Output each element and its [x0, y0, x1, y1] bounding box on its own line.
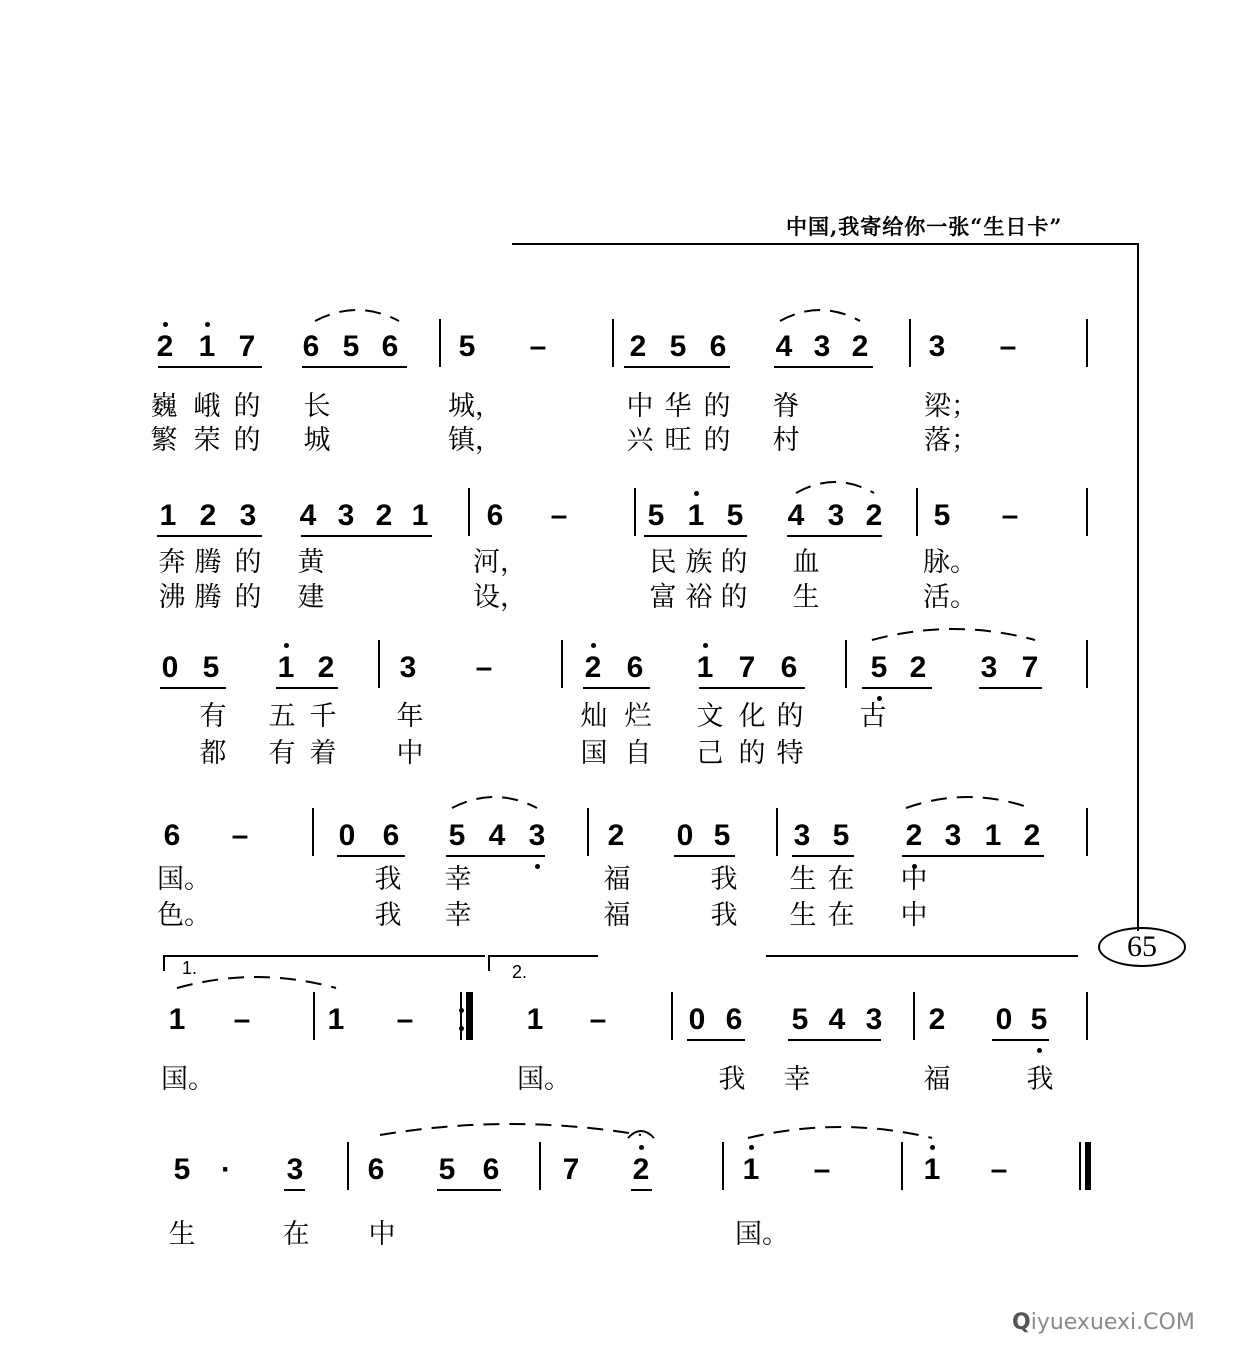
note: 7	[738, 651, 756, 684]
lyric-char: 特	[776, 738, 804, 769]
note: 2	[199, 499, 217, 532]
note: 7	[1021, 651, 1039, 684]
lyric-char: 巍	[150, 391, 178, 422]
note: 3	[865, 1003, 883, 1036]
note: 1	[327, 1003, 345, 1036]
note: 6	[302, 330, 320, 363]
note: 6	[709, 330, 727, 363]
note: 2	[629, 330, 647, 363]
lyric-char: 峨	[193, 391, 221, 422]
note: 2	[607, 819, 625, 852]
note: 1	[696, 651, 714, 684]
note: ·	[221, 1153, 231, 1186]
note: 2	[156, 330, 174, 363]
volta-second-bracket	[488, 955, 598, 971]
note: 6	[780, 651, 798, 684]
lyric-char: 脊	[772, 391, 800, 422]
lyric-char: 腾	[194, 547, 222, 578]
note: 1	[526, 1003, 544, 1036]
note: 5	[647, 499, 665, 532]
lyric-char: 镇，	[448, 425, 502, 456]
lyric-char: 裕	[685, 582, 713, 613]
note: 4	[828, 1003, 846, 1036]
lyric-char: 古	[859, 701, 887, 732]
lyric-char: 国。	[735, 1219, 789, 1250]
lyric-char: 五	[268, 701, 296, 732]
lyric-char: 的	[703, 391, 731, 422]
note: 5	[791, 1003, 809, 1036]
lyric-char: 村	[772, 425, 800, 456]
lyric-char: 我	[374, 900, 402, 931]
lyric-char: 国。	[157, 864, 211, 895]
lyric-char: 的	[234, 582, 262, 613]
note: 0	[161, 651, 179, 684]
lyric-char: 自	[624, 738, 652, 769]
note: 3	[944, 819, 962, 852]
lyric-char: 生	[789, 900, 817, 931]
note: 1	[168, 1003, 186, 1036]
note: 0	[995, 1003, 1013, 1036]
note: –	[233, 1003, 251, 1036]
watermark-logo-icon: Q	[1012, 1310, 1031, 1335]
note: 1	[198, 330, 216, 363]
note: 6	[382, 819, 400, 852]
note: 3	[528, 819, 546, 852]
lyric-char: 富	[649, 582, 677, 613]
slur-arc	[872, 629, 1035, 640]
note: –	[990, 1153, 1008, 1186]
lyric-char: 年	[396, 701, 424, 732]
lyric-char: 我	[1026, 1064, 1054, 1095]
note: 3	[399, 651, 417, 684]
note: 3	[793, 819, 811, 852]
lyric-char: 城，	[448, 391, 502, 422]
lyric-char: 生	[789, 864, 817, 895]
note: 4	[787, 499, 805, 532]
note: 4	[299, 499, 317, 532]
lyric-char: 生	[792, 582, 820, 613]
lyric-char: 文	[696, 701, 724, 732]
lyric-char: 我	[710, 900, 738, 931]
lyric-char: 在	[827, 864, 855, 895]
lyric-char: 族	[685, 547, 713, 578]
lyric-char: 福	[603, 864, 631, 895]
lyric-char: 的	[703, 425, 731, 456]
lyric-char: 国。	[161, 1064, 215, 1095]
note: 2	[865, 499, 883, 532]
lyric-char: 的	[720, 547, 748, 578]
note: 5	[933, 499, 951, 532]
slur-arc	[315, 310, 399, 321]
lyric-char: 有	[199, 701, 227, 732]
note: 0	[676, 819, 694, 852]
note: 5	[832, 819, 850, 852]
note: 2	[1023, 819, 1041, 852]
note: 6	[367, 1153, 385, 1186]
lyric-char: 血	[792, 547, 820, 578]
lyric-char: 化	[738, 701, 766, 732]
lyric-char: 城	[303, 425, 331, 456]
note: 5	[448, 819, 466, 852]
lyric-char: 千	[309, 701, 337, 732]
lyric-char: 中	[626, 391, 654, 422]
note: 7	[238, 330, 256, 363]
lyric-char: 幸	[444, 900, 472, 931]
note: 5	[1030, 1003, 1048, 1036]
lyric-char: 在	[827, 900, 855, 931]
lyric-char: 福	[603, 900, 631, 931]
note: –	[396, 1003, 414, 1036]
lyric-char: 腾	[194, 582, 222, 613]
lyric-char: 我	[710, 864, 738, 895]
note: 2	[905, 819, 923, 852]
note: 2	[375, 499, 393, 532]
lyric-char: 黄	[297, 547, 325, 578]
lyric-char: 梁；	[924, 391, 978, 422]
lyric-char: 旺	[664, 425, 692, 456]
volta-second-label: 2.	[512, 962, 528, 982]
note: 2	[928, 1003, 946, 1036]
lyric-char: 国	[580, 738, 608, 769]
slur-arc	[380, 1124, 641, 1135]
lyric-char: 建	[297, 582, 325, 613]
note: 6	[626, 651, 644, 684]
note: 7	[562, 1153, 580, 1186]
note: 3	[980, 651, 998, 684]
lyric-char: 民	[649, 547, 677, 578]
note: –	[589, 1003, 607, 1036]
note: 2	[632, 1153, 650, 1186]
note: 1	[159, 499, 177, 532]
lyric-char: 脉。	[923, 547, 977, 578]
lyric-char: 灿	[580, 701, 608, 732]
note: 1	[687, 499, 705, 532]
lyric-char: 在	[282, 1219, 310, 1250]
note: 6	[486, 499, 504, 532]
note: –	[813, 1153, 831, 1186]
lyric-char: 幸	[783, 1064, 811, 1095]
lyric-char: 中	[900, 900, 928, 931]
watermark-text: iyuexuexi.COM	[1030, 1310, 1195, 1335]
note: –	[1001, 499, 1019, 532]
note: 3	[286, 1153, 304, 1186]
lyric-char: 活。	[923, 582, 977, 613]
note: 5	[202, 651, 220, 684]
note: 6	[163, 819, 181, 852]
lyric-char: 沸	[158, 582, 186, 613]
lyric-char: 国。	[517, 1064, 571, 1095]
lyric-char: 都	[199, 738, 227, 769]
note: 3	[337, 499, 355, 532]
note: 5	[342, 330, 360, 363]
lyric-char: 中	[396, 738, 424, 769]
note: 5	[713, 819, 731, 852]
note: 2	[584, 651, 602, 684]
volta-first-bracket	[163, 955, 485, 971]
note: 1	[923, 1153, 941, 1186]
note: 1	[742, 1153, 760, 1186]
note: 1	[984, 819, 1002, 852]
slur-arc	[796, 482, 874, 493]
slur-arc	[906, 797, 1030, 808]
lyric-char: 奔	[158, 547, 186, 578]
slur-arc	[780, 310, 860, 321]
note: 3	[928, 330, 946, 363]
lyric-char: 我	[374, 864, 402, 895]
lyric-char: 我	[718, 1064, 746, 1095]
lyric-char: 落；	[924, 425, 978, 456]
lyric-char: 的	[720, 582, 748, 613]
lyric-char: 生	[168, 1219, 196, 1250]
note: 1	[277, 651, 295, 684]
lyric-char: 的	[233, 425, 261, 456]
volta-rule	[766, 955, 1078, 957]
note: 3	[813, 330, 831, 363]
note: 5	[173, 1153, 191, 1186]
lyric-char: 着	[309, 738, 337, 769]
note: 4	[488, 819, 506, 852]
note: 0	[688, 1003, 706, 1036]
lyric-char: 的	[738, 738, 766, 769]
slur-arc	[452, 797, 537, 808]
lyric-char: 设，	[473, 582, 527, 613]
lyric-char: 荣	[193, 425, 221, 456]
lyric-char: 长	[303, 391, 331, 422]
slur-arc	[748, 1127, 932, 1138]
note: 5	[726, 499, 744, 532]
note: 3	[827, 499, 845, 532]
lyric-char: 中	[368, 1219, 396, 1250]
lyric-char: 繁	[150, 425, 178, 456]
note: –	[550, 499, 568, 532]
note: –	[231, 819, 249, 852]
watermark	[1012, 1310, 1195, 1335]
note: 5	[870, 651, 888, 684]
note: –	[999, 330, 1017, 363]
note: 2	[909, 651, 927, 684]
lyric-char: 福	[923, 1064, 951, 1095]
lyric-char: 幸	[444, 864, 472, 895]
lyric-char: 的	[234, 547, 262, 578]
lyric-char: 己	[696, 738, 724, 769]
note: 2	[317, 651, 335, 684]
lyric-char: 有	[268, 738, 296, 769]
lyric-char: 烂	[624, 701, 652, 732]
page-number: 65	[1098, 927, 1186, 967]
lyric-char: 兴	[626, 425, 654, 456]
lyric-char: 色。	[157, 900, 211, 931]
lyric-char: 河，	[473, 547, 527, 578]
note: 5	[458, 330, 476, 363]
note: 6	[725, 1003, 743, 1036]
note: 6	[381, 330, 399, 363]
lyric-char: 的	[233, 391, 261, 422]
lyric-char: 华	[664, 391, 692, 422]
note: –	[529, 330, 547, 363]
note: 3	[239, 499, 257, 532]
note: 1	[411, 499, 429, 532]
note: –	[475, 651, 493, 684]
slur-arc	[177, 977, 336, 988]
volta-first-label: 1.	[182, 958, 198, 978]
note: 2	[851, 330, 869, 363]
song-title: 中国,我寄给你一张“生日卡”	[786, 214, 1063, 239]
note: 5	[669, 330, 687, 363]
note: 5	[438, 1153, 456, 1186]
note: 0	[338, 819, 356, 852]
note: 6	[482, 1153, 500, 1186]
lyric-char: 的	[776, 701, 804, 732]
note: 4	[775, 330, 793, 363]
lyric-char: 中	[900, 864, 928, 895]
